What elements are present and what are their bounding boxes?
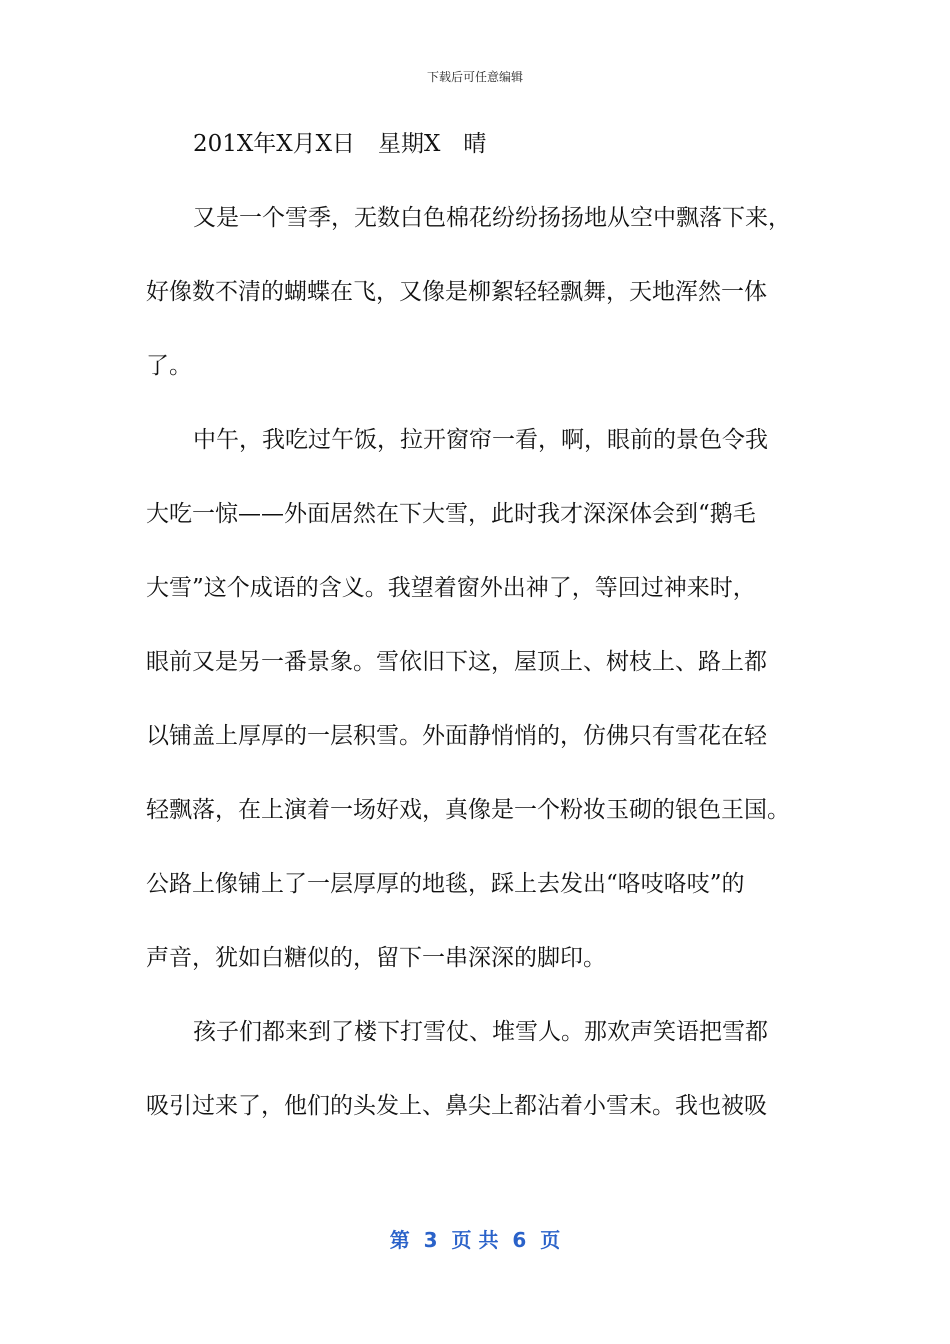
header-note: 下载后可任意编辑 (426, 70, 523, 84)
paragraph-line: 大雪”这个成语的含义。我望着窗外出神了，等回过神来时， (146, 575, 756, 601)
paragraph-line: 以铺盖上厚厚的一层积雪。外面静悄悄的，仿佛只有雪花在轻 (146, 723, 767, 749)
paragraph-line: 吸引过来了，他们的头发上、鼻尖上都沾着小雪末。我也被吸 (146, 1093, 767, 1119)
paragraph-line: 又是一个雪季，无数白色棉花纷纷扬扬地从空中飘落下来， (193, 205, 791, 231)
page-number-footer (0, 1224, 950, 1253)
paragraph-line: 大吃一惊——外面居然在下大雪，此时我才深深体会到“鹅毛 (146, 501, 756, 527)
paragraph-line: 孩子们都来到了楼下打雪仗、堆雪人。那欢声笑语把雪都 (193, 1019, 768, 1045)
paragraph-line: 眼前又是另一番景象。雪依旧下这，屋顶上、树枝上、路上都 (146, 649, 767, 675)
paragraph-line: 中午，我吃过午饭，拉开窗帘一看，啊，眼前的景色令我 (193, 427, 768, 453)
paragraph-line: 公路上像铺上了一层厚厚的地毯，踩上去发出“咯吱咯吱”的 (146, 871, 745, 897)
paragraph-line: 声音，犹如白糖似的，留下一串深深的脚印。 (146, 945, 606, 971)
date-line: 201X年X月X日 星期X 晴 (193, 131, 487, 157)
paragraph-line: 好像数不清的蝴蝶在飞，又像是柳絮轻轻飘舞，天地浑然一体 (146, 279, 767, 305)
paragraph-line: 了。 (146, 353, 192, 379)
page-label: 第 3 页 共 6 页 (389, 1228, 561, 1252)
paragraph-line: 轻飘落，在上演着一场好戏，真像是一个粉妆玉砌的银色王国。 (146, 797, 790, 823)
document-body (146, 126, 811, 1162)
